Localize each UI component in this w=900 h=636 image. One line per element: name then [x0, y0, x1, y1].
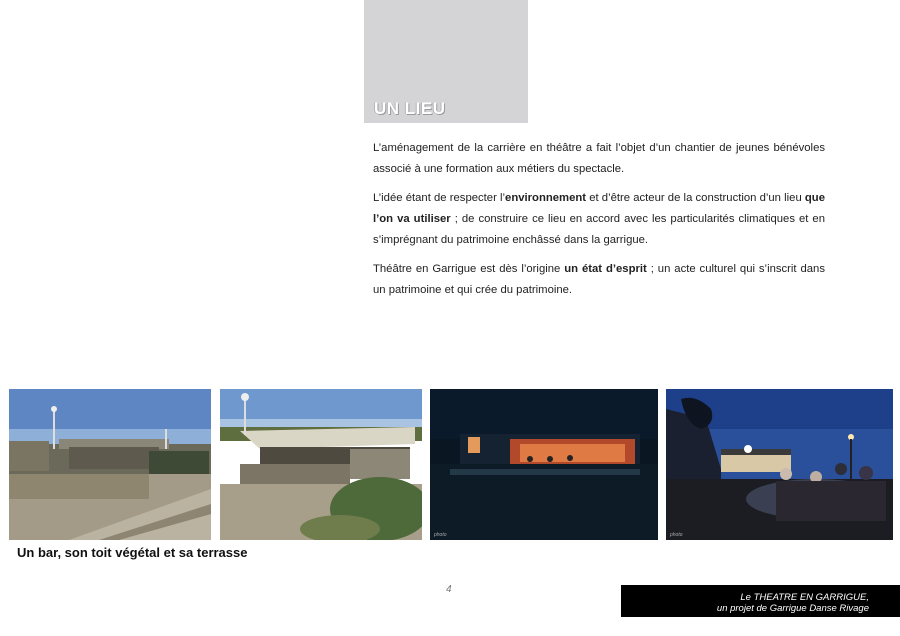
- photo-night-stage: [430, 389, 658, 540]
- photo-bar-terrace: [9, 389, 211, 540]
- section-title-block: [364, 0, 528, 123]
- paragraph-text: Théâtre en Garrigue est dès l’origine: [373, 263, 565, 275]
- svg-text:photo: photo: [434, 532, 447, 538]
- body-text: [373, 138, 825, 309]
- paragraph-1: [373, 138, 825, 180]
- paragraph-2: [373, 188, 825, 251]
- svg-text:photo: photo: [670, 532, 683, 538]
- paragraph-text: L’idée étant de respecter l’: [373, 192, 506, 204]
- paragraph-text: L’aménagement de la carrière en théâtre a fait l’objet d’un chantier de jeunes bénévoles associé à une formation aux métiers du spectacle.: [373, 142, 825, 175]
- emphasis-text: un état d’esprit: [564, 263, 647, 275]
- section-title: UN LIEU: [374, 99, 446, 118]
- footer-line-2: un projet de Garrigue Danse Rivage: [716, 603, 869, 614]
- footer-credit: [621, 585, 900, 617]
- photo-night-terrace: [666, 389, 893, 540]
- paragraph-3: [373, 259, 825, 301]
- page-number: 4: [446, 584, 452, 595]
- photo-bar-green-roof: [220, 389, 422, 540]
- emphasis-text: environnement: [505, 192, 587, 204]
- emphasis-text: que l’on va utiliser: [373, 192, 825, 225]
- footer-line-1: Le THEATRE EN GARRIGUE,: [740, 592, 869, 603]
- paragraph-text: et d’être acteur de la construction d’un lieu: [586, 192, 805, 204]
- photo-caption: Un bar, son toit végétal et sa terrasse: [17, 545, 248, 560]
- paragraph-text: ; un acte culturel qui s’inscrit dans un patrimoine et qui crée du patrimoine.: [373, 263, 825, 296]
- paragraph-text: ; de construire ce lieu en accord avec les particularités climatiques et en s’imprégnant du patrimoine enchâssé dans la garrigue.: [373, 213, 826, 246]
